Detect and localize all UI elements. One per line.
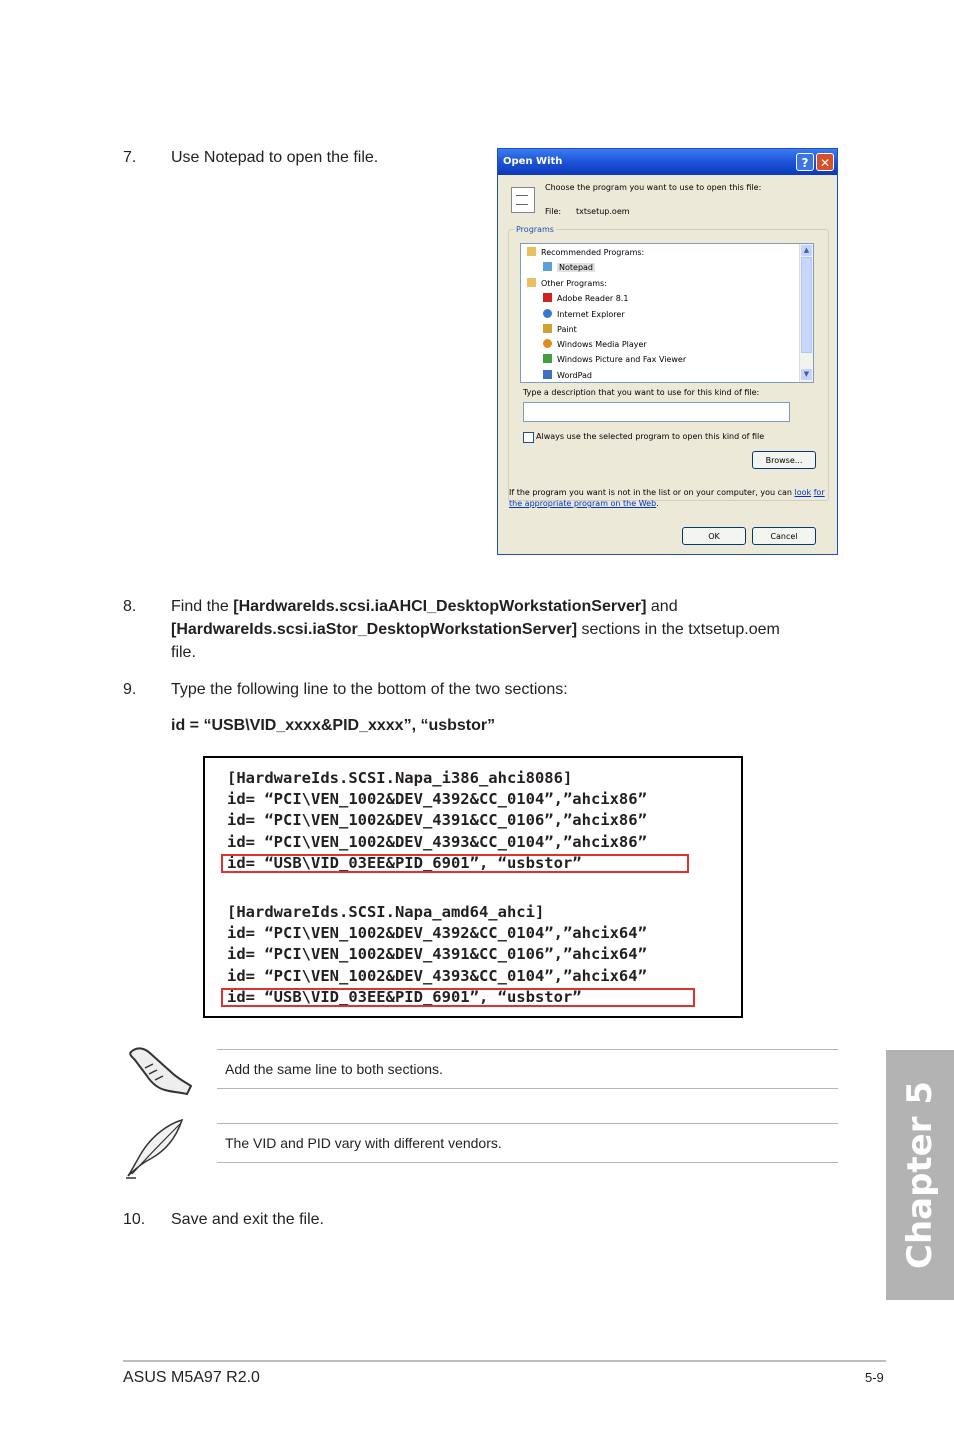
quill-pen-icon — [122, 1118, 186, 1180]
highlight-box — [221, 854, 689, 873]
open-with-dialog — [497, 148, 838, 555]
step-number: 9. — [123, 681, 137, 698]
chapter-tab — [886, 1050, 954, 1300]
footer-rule — [123, 1360, 886, 1362]
note-divider — [217, 1088, 838, 1089]
code-line: id= “PCI\VEN_1002&DEV_4392&CC_0104”,”ahcix64” — [227, 924, 647, 942]
media-player-icon — [543, 339, 552, 348]
file-label: File: — [545, 207, 562, 216]
step-9 — [123, 678, 843, 738]
programs-group-label: Programs — [516, 225, 554, 234]
close-button[interactable]: ✕ — [816, 153, 834, 171]
step-7 — [123, 146, 463, 170]
wordpad-icon — [543, 370, 552, 379]
description-label: Type a description that you want to use for this kind of file: — [523, 388, 760, 397]
description-input[interactable] — [523, 402, 790, 422]
folder-icon — [527, 278, 536, 287]
code-line: [HardwareIds.SCSI.Napa_amd64_ahci] — [227, 903, 545, 921]
page-number: 5-9 — [865, 1370, 884, 1385]
code-line: id= “USB\VID_03EE&PID_6901”, “usbstor” — [227, 854, 582, 872]
note-text: The VID and PID vary with different vendors. — [225, 1135, 502, 1151]
instruction-code: id = “USB\VID_xxxx&PID_xxxx”, “usbstor” — [171, 717, 496, 734]
paint-icon — [543, 324, 552, 333]
step-8: 8. Find the [HardwareIds.scsi.iaAHCI_DesktopWorkstationServer] and [HardwareIds.scsi.iaStor_DesktopWorkstationServer] sections in the txtsetup.oem file. — [123, 595, 843, 665]
note-divider — [217, 1049, 838, 1050]
highlight-box — [221, 988, 695, 1007]
code-snippet — [203, 756, 743, 1018]
note-divider — [217, 1162, 838, 1163]
always-use-label: Always use the selected program to open this kind of file — [536, 432, 765, 441]
list-item-adobe-reader[interactable]: Adobe Reader 8.1 — [543, 293, 628, 303]
step-text: Use Notepad to open the file. — [171, 149, 379, 166]
code-line: id= “PCI\VEN_1002&DEV_4393&CC_0104”,”ahcix64” — [227, 967, 647, 985]
step-10 — [123, 1208, 523, 1232]
scroll-down-icon[interactable]: ▼ — [801, 369, 812, 380]
help-button[interactable]: ? — [796, 153, 814, 171]
list-scrollbar[interactable] — [799, 244, 813, 382]
list-item-wordpad[interactable]: WordPad — [543, 370, 592, 380]
list-item-notepad[interactable]: Notepad — [543, 262, 595, 272]
folder-icon — [527, 247, 536, 256]
scroll-up-icon[interactable]: ▲ — [801, 245, 812, 256]
code-line: [HardwareIds.SCSI.Napa_i386_ahci8086] — [227, 769, 573, 787]
notepad-icon — [543, 262, 552, 271]
file-name: txtsetup.oem — [576, 207, 630, 216]
list-item-picture-viewer[interactable]: Windows Picture and Fax Viewer — [543, 354, 686, 364]
browse-button[interactable]: Browse... — [752, 451, 816, 469]
step-text: Find the — [171, 598, 234, 615]
code-line: id= “PCI\VEN_1002&DEV_4391&CC_0106”,”ahcix64” — [227, 945, 647, 963]
cancel-button[interactable]: Cancel — [752, 527, 816, 545]
code-line: id= “PCI\VEN_1002&DEV_4391&CC_0106”,”ahcix86” — [227, 811, 647, 829]
step-text: Save and exit the file. — [171, 1211, 324, 1228]
code-line: id= “PCI\VEN_1002&DEV_4393&CC_0104”,”ahcix86” — [227, 833, 647, 851]
note-divider — [217, 1123, 838, 1124]
dialog-footer-text: If the program you want is not in the list or on your computer, you can look for the appropriate program on the Web. — [509, 488, 825, 508]
list-item-paint[interactable]: Paint — [543, 324, 577, 334]
pointing-hand-icon — [127, 1042, 195, 1098]
step-number: 7. — [123, 149, 137, 166]
internet-explorer-icon — [543, 309, 552, 318]
section-name-iastor: [HardwareIds.scsi.iaStor_DesktopWorkstationServer] — [171, 621, 578, 638]
section-name-ahci: [HardwareIds.scsi.iaAHCI_DesktopWorkstationServer] — [233, 598, 647, 615]
adobe-reader-icon — [543, 293, 552, 302]
dialog-titlebar — [498, 149, 837, 175]
web-link[interactable]: for the appropriate program on the Web — [509, 488, 825, 508]
chapter-label: Chapter 5 — [900, 1080, 940, 1270]
code-line: id= “USB\VID_03EE&PID_6901”, “usbstor” — [227, 988, 582, 1006]
list-item-other: Other Programs: — [527, 278, 607, 288]
list-item-media-player[interactable]: Windows Media Player — [543, 339, 647, 349]
step-number: 10. — [123, 1211, 146, 1228]
file-icon — [511, 187, 535, 213]
step-text: Type the following line to the bottom of the two sections: — [171, 681, 568, 698]
program-list[interactable] — [520, 243, 814, 383]
footer-product-name: ASUS M5A97 R2.0 — [123, 1369, 260, 1386]
ok-button[interactable]: OK — [682, 527, 746, 545]
dialog-title: Open With — [503, 156, 563, 167]
scroll-thumb[interactable] — [801, 257, 812, 353]
step-number: 8. — [123, 598, 137, 615]
code-line: id= “PCI\VEN_1002&DEV_4392&CC_0104”,”ahcix86” — [227, 790, 647, 808]
dialog-instruction: Choose the program you want to use to open this file: — [545, 183, 762, 192]
list-item-internet-explorer[interactable]: Internet Explorer — [543, 309, 625, 319]
look-link[interactable]: look — [794, 488, 812, 497]
note-text: Add the same line to both sections. — [225, 1061, 443, 1077]
always-use-checkbox[interactable] — [523, 432, 534, 443]
list-item-recommended: Recommended Programs: — [527, 247, 644, 257]
picture-viewer-icon — [543, 354, 552, 363]
